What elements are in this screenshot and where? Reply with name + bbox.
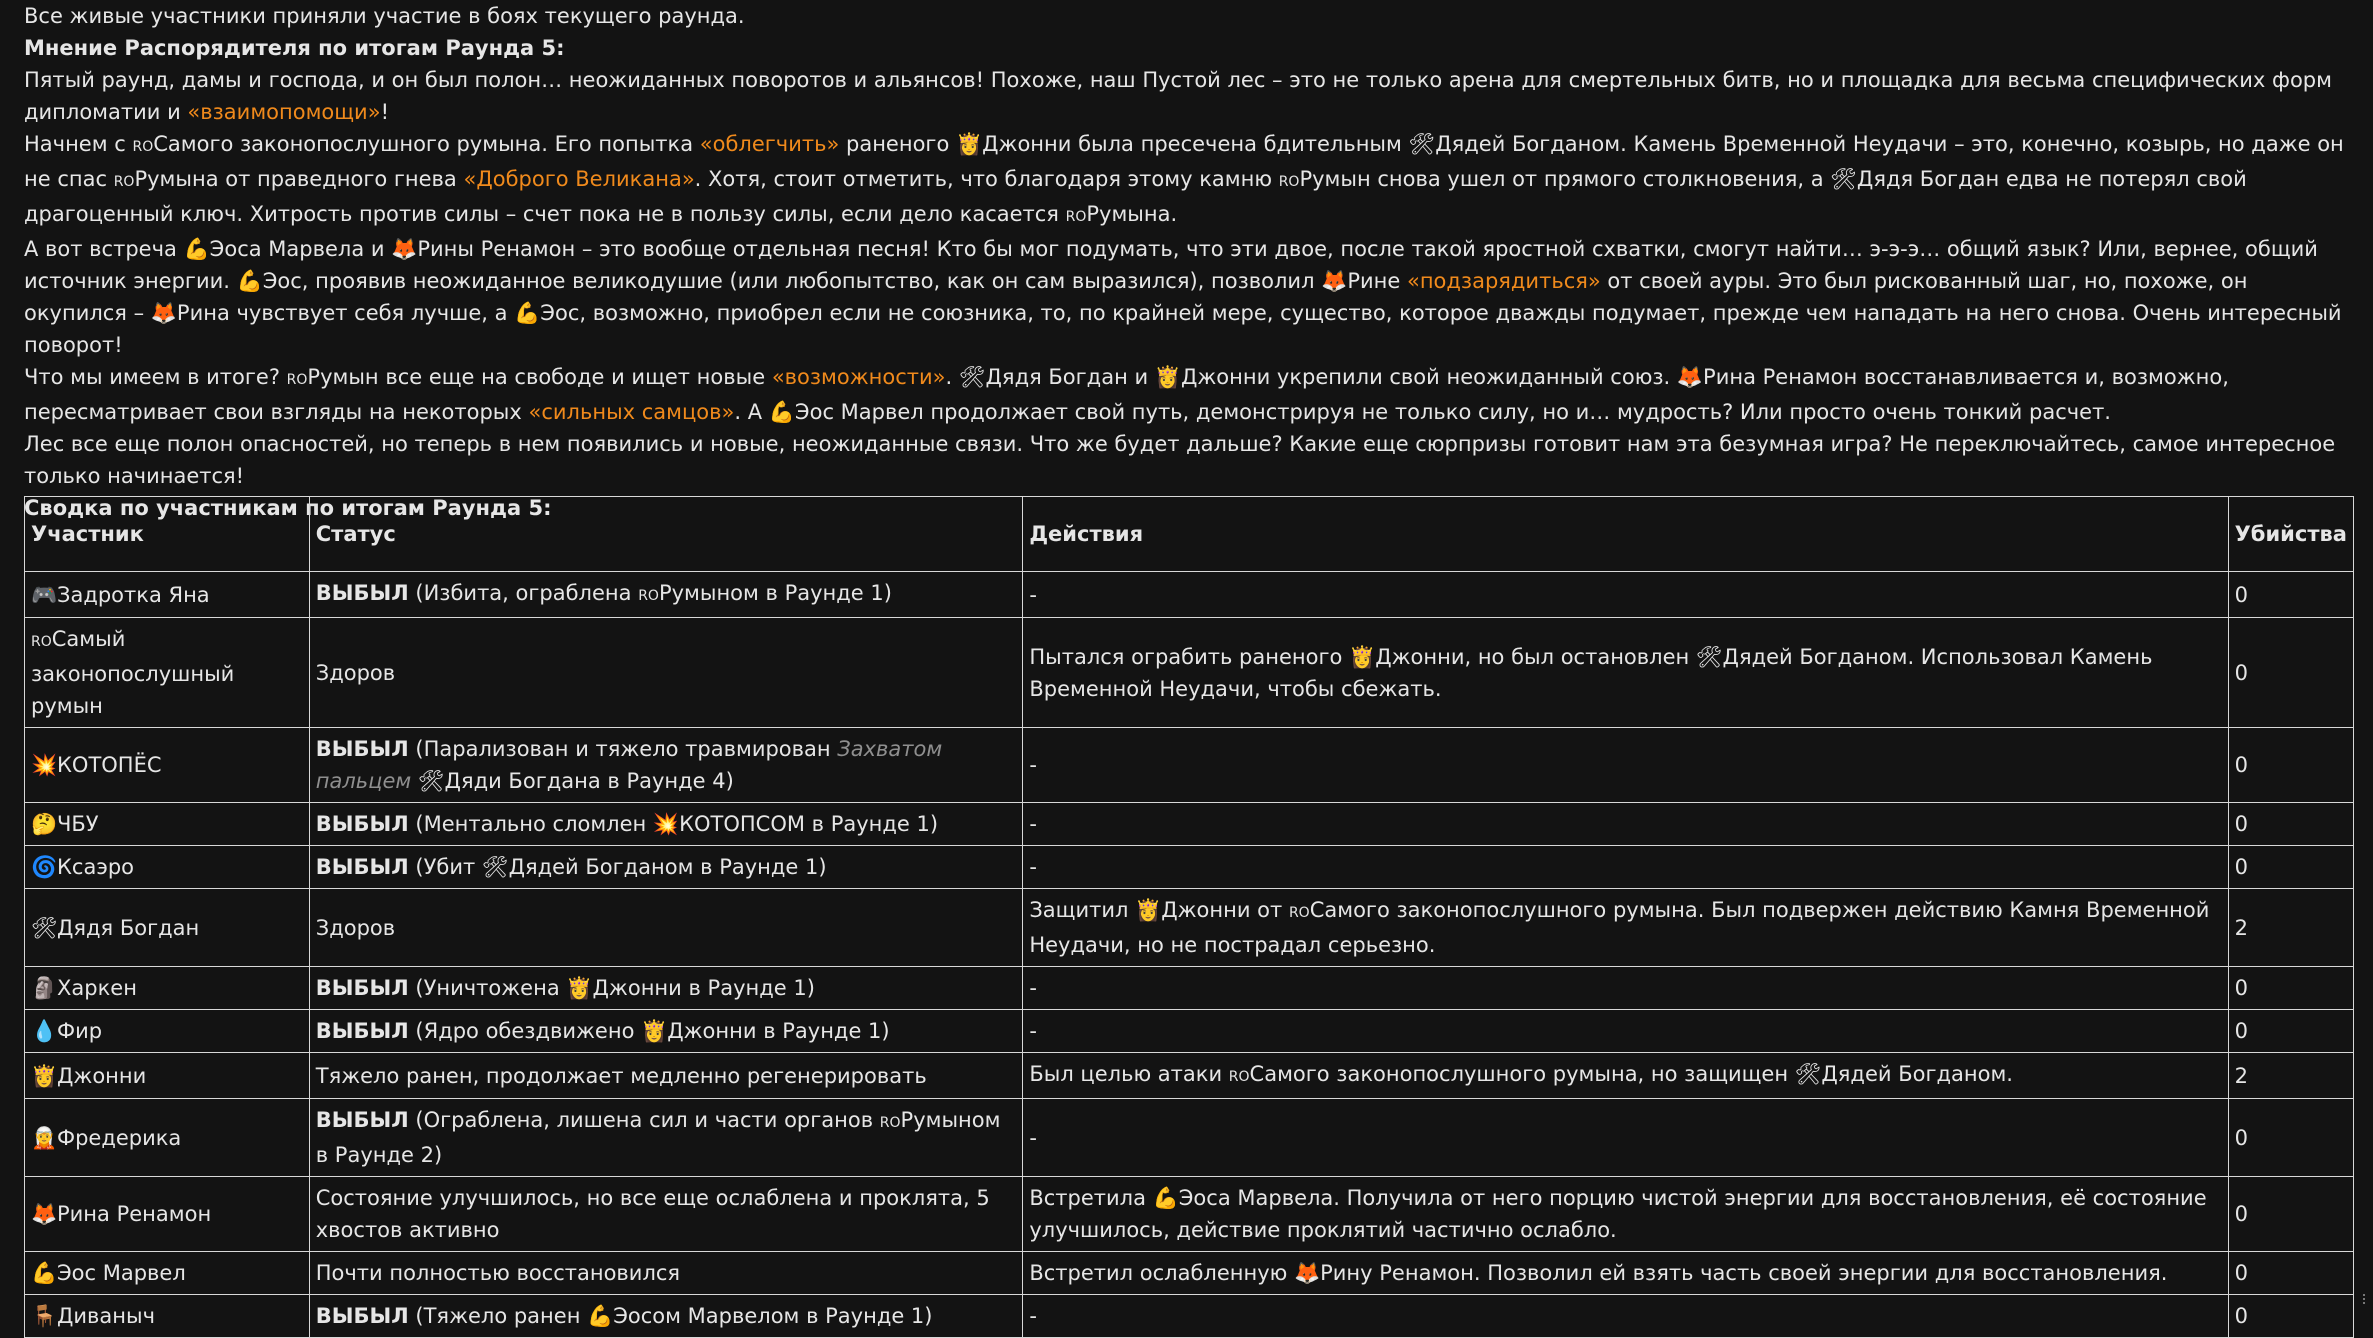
kills-cell: 0 [2228,1177,2353,1252]
text-span: Румыном в Раунде 2) [316,1108,1001,1167]
participant-cell [25,728,310,803]
text-span: Защитил 👸Джонни от [1029,898,1289,922]
participant-cell [25,618,310,728]
participant-name: Диваныч [57,1304,155,1328]
participant-cell [25,1010,310,1053]
paragraph-3 [24,233,2354,361]
participant-cell [25,1295,310,1338]
text-span: . 🛠Дядя Богдан и 👸Джонни укрепили свой неожиданный союз. 🦊Рина Ренамон восстанавливается и, возможно, пересматривает свои взгляды на некоторых [24,365,2229,424]
actions-cell: Встретил ослабленную 🦊Рину Ренамон. Позволил ей взять часть своей энергии для восстановления. [1023,1252,2228,1295]
table-row [25,1053,2354,1099]
table-row [25,889,2354,967]
text-span: (Тяжело ранен 💪Эосом Марвелом в Раунде 1) [409,1304,933,1328]
text-span: . Хотя, стоит отметить, что благодаря этому камню [695,167,1279,191]
status-out: ВЫБЫЛ [316,581,409,605]
text-span: (Ядро обездвижено 👸Джонни в Раунде 1) [409,1019,890,1043]
header-kills: Убийства [2228,497,2353,572]
highlight-quote: «сильных самцов» [529,400,735,424]
text-span: 🛠Дяди Богдана в Раунде 4) [411,769,734,793]
ro-flag-icon: RO [114,174,135,190]
text-span: Самого законопослушного румына. Его попытка [153,132,700,156]
status-out: ВЫБЫЛ [316,1304,409,1328]
participant-name: Рина Ренамон [57,1202,211,1226]
actions-cell: - [1023,846,2228,889]
kills-cell: 0 [2228,1252,2353,1295]
actions-cell: - [1023,1099,2228,1177]
text-span: Самого законопослушного румына, но защищен 🛠Дядей Богданом. [1250,1062,2013,1086]
text-span: (Убит 🛠Дядей Богданом в Раунде 1) [409,855,827,879]
status-cell [309,967,1023,1010]
participant-name: Джонни [57,1064,146,1088]
table-row [25,572,2354,618]
summary-table [24,496,2354,1338]
participant-cell [25,1177,310,1252]
table-row [25,1099,2354,1177]
status-cell [309,1295,1023,1338]
actions-cell: Пытался ограбить раненого 👸Джонни, но был остановлен 🛠Дядей Богданом. Использовал Камень Временной Неудачи, чтобы сбежать. [1023,618,2228,728]
status-cell [309,1099,1023,1177]
text-span: (Избита, ограблена [409,581,638,605]
kills-cell: 0 [2228,846,2353,889]
status-cell [309,803,1023,846]
status-out: ВЫБЫЛ [316,812,409,836]
participant-name: Фредерика [57,1126,181,1150]
participant-name: ЧБУ [57,812,99,836]
ro-flag-icon: RO [287,372,308,388]
text-span: Самого законопослушного румына. Был подвержен действию Камня Временной Неудачи, но не пострадал серьезно. [1029,898,2209,957]
status-cell [309,572,1023,618]
text-span: Пятый раунд, дамы и господа, и он был полон… неожиданных поворотов и альянсов! Похоже, наш Пустой лес – это не только арена для смертельных битв, но и площадка для весьма специфических форм дипломатии и [24,68,2332,124]
participant-cell [25,967,310,1010]
participant-name: Харкен [57,976,137,1000]
statue-icon: 🗿 [31,972,57,1004]
status-cell: Здоров [309,618,1023,728]
ro-flag-icon: RO [1289,905,1310,921]
participant-cell [25,846,310,889]
actions-cell: - [1023,572,2228,618]
highlight-quote: «подзарядиться» [1407,269,1601,293]
participant-name: Задротка Яна [57,583,210,607]
summary-heading: Сводка по участникам по итогам Раунда 5: [24,492,2354,524]
paragraph-2 [24,128,2354,233]
participant-cell [25,1252,310,1295]
kills-cell: 0 [2228,618,2353,728]
kills-cell: 0 [2228,572,2353,618]
table-row [25,846,2354,889]
kills-cell: 0 [2228,1099,2353,1177]
text-span: Румыном в Раунде 1) [659,581,892,605]
status-out: ВЫБЫЛ [316,855,409,879]
kills-cell: 0 [2228,803,2353,846]
highlight-quote: «возможности» [772,365,946,389]
gamepad-icon: 🎮 [31,579,57,611]
actions-cell: - [1023,967,2228,1010]
text-span: (Парализован и тяжело травмирован [409,737,838,761]
ro-flag-icon: RO [31,634,52,650]
status-out: ВЫБЫЛ [316,737,409,761]
technique-name: Захватом пальцем [316,737,942,793]
table-header-row [25,497,2354,572]
kills-cell: 0 [2228,967,2353,1010]
table-row [25,803,2354,846]
flexed-arm-icon: 💪 [31,1257,57,1289]
participant-name: КОТОПЁС [57,753,162,777]
actions-cell [1023,1053,2228,1099]
kills-cell: 0 [2228,1010,2353,1053]
table-row [25,618,2354,728]
status-out: ВЫБЫЛ [316,1108,409,1132]
kills-cell: 0 [2228,1295,2353,1338]
text-span: (Ментально сломлен 💥КОТОПСОМ в Раунде 1) [409,812,938,836]
droplet-icon: 💧 [31,1015,57,1047]
intro-text: Все живые участники приняли участие в боях текущего раунда. [24,0,2354,32]
text-span: А вот встреча 💪Эоса Марвела и 🦊Рины Ренамон – это вообще отдельная песня! Кто бы мог подумать, что эти двое, после такой яростной схватки, смогут найти… э-э-э… общий язык? Или, вернее, общий источник энергии. 💪Эос, проявив неожиданное великодушие (или любопытство, как он сам выразился), позволил 🦊Рине [24,237,2318,293]
actions-cell: - [1023,728,2228,803]
text-span: от своей ауры. Это был рискованный шаг, но, похоже, он окупился – 🦊Рина чувствует себя лучше, а 💪Эос, возможно, приобрел если не союзника, то, по крайней мере, существо, которое дважды подумает, прежде чем нападать на него снова. Очень интересный поворот! [24,269,2342,357]
text-span: Румын снова ушел от прямого столкновения, а 🛠Дядя Богдан едва не потерял свой драгоценный ключ. Хитрость против силы – счет пока не в пользу силы, если дело касается [24,167,2247,226]
table-row [25,1252,2354,1295]
explosion-icon: 💥 [31,749,57,781]
ro-flag-icon: RO [132,139,153,155]
fox-icon: 🦊 [31,1198,57,1230]
text-span: раненого 👸Джонни была пресечена бдительным 🛠Дядей Богданом. Камень Временной Неудачи – это, конечно, козырь, но даже он не спас [24,132,2344,191]
actions-cell: - [1023,1010,2228,1053]
table-row [25,1177,2354,1252]
table-row [25,728,2354,803]
text-span: Румына. [1086,202,1177,226]
status-cell: Состояние улучшилось, но все еще ослаблена и проклята, 5 хвостов активно [309,1177,1023,1252]
highlight-quote: «взаимопомощи» [187,100,380,124]
kills-cell: 2 [2228,1053,2353,1099]
scroll-grip-icon[interactable] [2363,1294,2371,1304]
header-status: Статус [309,497,1023,572]
table-row [25,967,2354,1010]
status-cell [309,1010,1023,1053]
text-span: ! [381,100,389,124]
status-out: ВЫБЫЛ [316,976,409,1000]
status-out: ВЫБЫЛ [316,1019,409,1043]
text-span: Румына от праведного гнева [134,167,463,191]
opinion-heading: Мнение Распорядителя по итогам Раунда 5: [24,32,2354,64]
participant-cell [25,1099,310,1177]
status-cell [309,846,1023,889]
message-body [24,0,2354,524]
ro-flag-icon: RO [1229,1069,1250,1085]
header-participant: Участник [25,497,310,572]
text-span: Начнем с [24,132,132,156]
highlight-quote: «Доброго Великана» [463,167,694,191]
text-span: (Уничтожена 👸Джонни в Раунде 1) [409,976,815,1000]
participant-name: Самый законопослушный румын [31,627,234,718]
ro-flag-icon: RO [1066,209,1087,225]
highlight-quote: «облегчить» [700,132,840,156]
participant-name: Фир [57,1019,102,1043]
participant-cell [25,889,310,967]
status-cell [309,728,1023,803]
text-span: . А 💪Эос Марвел продолжает свой путь, демонстрируя не только силу, но и… мудрость? Или просто очень тонкий расчет. [734,400,2111,424]
paragraph-1 [24,64,2354,128]
text-span: (Ограблена, лишена сил и части органов [409,1108,880,1132]
participant-cell [25,572,310,618]
participant-name: Ксаэро [57,855,134,879]
participant-cell [25,803,310,846]
participant-name: Дядя Богдан [57,916,199,940]
table-row [25,1295,2354,1338]
ro-flag-icon: RO [638,588,659,604]
participant-name: Эос Марвел [57,1261,186,1285]
cyclone-icon: 🌀 [31,851,57,883]
actions-cell: - [1023,803,2228,846]
text-span: Румын все еще на свободе и ищет новые [307,365,771,389]
participant-cell [25,1053,310,1099]
tools-icon: 🛠 [31,912,57,944]
kills-cell: 0 [2228,728,2353,803]
ro-flag-icon: RO [1279,174,1300,190]
status-cell: Тяжело ранен, продолжает медленно регенерировать [309,1053,1023,1099]
text-span: Что мы имеем в итоге? [24,365,287,389]
elf-icon: 🧝 [31,1122,57,1154]
kills-cell: 2 [2228,889,2353,967]
text-span: Был целью атаки [1029,1062,1228,1086]
status-cell: Здоров [309,889,1023,967]
actions-cell: Встретила 💪Эоса Марвела. Получила от него порцию чистой энергии для восстановления, её состояние улучшилось, действие проклятий частично ослабло. [1023,1177,2228,1252]
princess-icon: 👸 [31,1060,57,1092]
chair-icon: 🪑 [31,1300,57,1332]
header-actions: Действия [1023,497,2228,572]
actions-cell: - [1023,1295,2228,1338]
thinking-face-icon: 🤔 [31,808,57,840]
table-row [25,1010,2354,1053]
ro-flag-icon: RO [880,1115,901,1131]
paragraph-4 [24,361,2354,428]
paragraph-5: Лес все еще полон опасностей, но теперь в нем появились и новые, неожиданные связи. Что же будет дальше? Какие еще сюрпризы готовит нам эта безумная игра? Не переключайтесь, самое интересное только начинается! [24,428,2354,492]
actions-cell [1023,889,2228,967]
status-cell: Почти полностью восстановился [309,1252,1023,1295]
